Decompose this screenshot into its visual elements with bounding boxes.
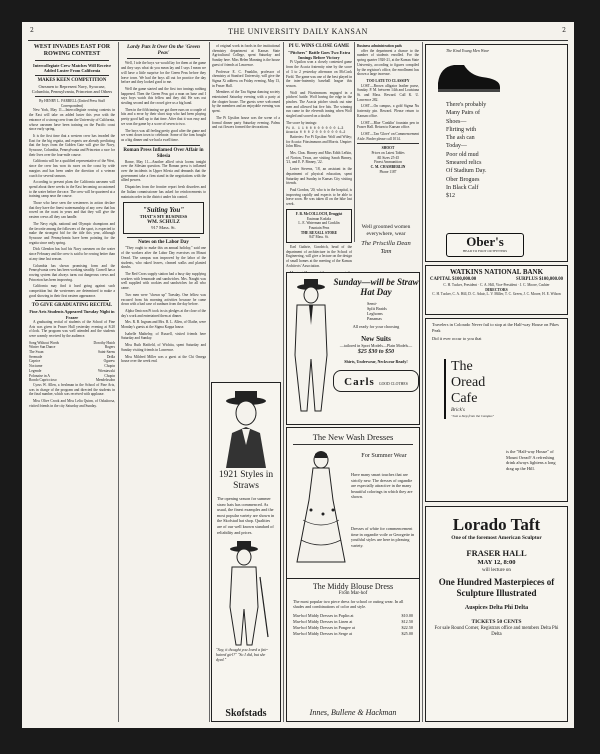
program-piece: Polonaise in A xyxy=(29,373,50,378)
middy-price: $22.50 xyxy=(401,624,413,630)
shoe-line: The ash can xyxy=(446,135,475,142)
middy-item: Mar-hof Middy Dresses in Linen at xyxy=(293,618,353,624)
oread-logo-line: The xyxy=(451,359,473,374)
score-label: The score by innings: xyxy=(286,120,318,125)
bank-capital-row xyxy=(428,276,565,283)
shoe-line: Smeared relics xyxy=(446,160,482,167)
column-2 xyxy=(121,44,206,724)
program-performer: Chopin xyxy=(104,373,115,378)
classified-ad: LOST—Blue 'Conklin' fountain pen in Fraser Hall. Return to Kansan office. xyxy=(357,120,419,130)
middy-price-list xyxy=(293,613,413,637)
classified-ad: LOST—Tan 'Glove' on Commencement Aisle. Finder please call 1014. xyxy=(357,131,419,141)
taft-subtitle: One of the foremost American Sculptor xyxy=(451,535,542,541)
carls-logo-sub: GOOD CLOTHES xyxy=(378,382,408,386)
taft-lecture-label: will lecture on xyxy=(482,568,511,573)
man-in-suit-illustration xyxy=(289,277,333,417)
tam-ad-title: Well groomed women everywhere, wear xyxy=(361,224,411,237)
article-paragraph: California will be a qualified representative of the West, since the crew has won its races on the coast by wide margins and has been under the direction of a veteran coach for several seasons. xyxy=(29,159,115,178)
subhead-pi-u: "Pitchers" Battle Goes Two Extra Innings Before Victory xyxy=(287,50,351,61)
pharmacy-line: THE REXALL STORE xyxy=(300,230,338,235)
man-with-cane-illustration xyxy=(212,537,280,647)
watkins-bank-ad xyxy=(425,265,568,315)
program-piece: Caprice xyxy=(29,359,41,364)
article-paragraph: Well, I tole the boys we would lay for them at the game and they says what do you mean lay and I says I mean we will have a little surprise for the Green Peas before they leave town. We had the boys all out for practice the day before and they looked good to me. xyxy=(121,61,206,85)
article-paragraph: New York, May 11—Intercollegiate rowing contests in the East will take on added luster this year with the entrance of a strong crew from the University of California, whose oarsmen have been training on the Pacific coast since early spring. xyxy=(29,108,115,132)
program-performer: Ogarew xyxy=(103,359,115,364)
woman-in-dress-illustration xyxy=(293,450,349,570)
shoe-line: Poor old mud xyxy=(446,151,479,158)
article-paragraph: Those who have seen the westerners in action declare that they have the finest watermanship of any crew that has rowed on the coast in years and that they will give the eastern crews all they can handle. xyxy=(29,201,115,220)
wash-dresses-ad xyxy=(286,427,420,722)
travel-text: Travelers in Colorado Never fail to stop at the Half-way House on Pikes Peak xyxy=(432,322,559,333)
line-score-2: Acacia 0 0 0 2 0 0 0 0 0 0 0—2 xyxy=(286,130,346,135)
article-paragraph: A graduating recital of students of the School of Fine Arts was given in Fraser Hall yesterday evening at 8:20 o'clock. The program was well attended and the students were warmly received by the audience. xyxy=(29,319,115,338)
masthead-rule xyxy=(28,40,568,41)
schulz-ad xyxy=(123,202,204,234)
page-number-right: 2 xyxy=(562,27,566,34)
pharmacy-line: L. E. Waterman and Conklin xyxy=(298,221,340,226)
shoe-caption: The Kind Young Men Wear xyxy=(446,48,490,53)
program-piece: Legende xyxy=(29,368,42,373)
shoot-line: C. M. CHAMBERLIN xyxy=(370,165,406,170)
subhead-recital: Fine Arts Students Appeared Tuesday Night in Frazer xyxy=(29,309,115,320)
headline-business: Business administration pads xyxy=(357,44,402,48)
article-paragraph: The Navy eight, national and Olympic champions and the favorite among the followers of the sport, is expected to make the strongest bid for the title this year, although Syracuse and Pennsylvania have been pointing for the regatta since early spring. xyxy=(29,221,115,245)
obers-logo xyxy=(446,233,524,257)
schulz-ad-address: 917 Mass. St. xyxy=(151,224,176,230)
program-performer: Saint-Saens xyxy=(98,350,115,355)
middy-price-row xyxy=(293,631,413,637)
program-piece: The Swan xyxy=(29,350,44,355)
bank-directors-label: DIRECTORS xyxy=(485,287,508,292)
program-piece: Serenade xyxy=(29,354,43,359)
article-paragraph: Isabelle Mathelny, of Russell, visited friends here Saturday and Sunday. xyxy=(121,331,206,341)
shoe-line: Of Stadium Day. xyxy=(446,168,487,175)
oread-cafe-logo xyxy=(444,359,504,419)
straw-hat-ready: All ready for your choosing xyxy=(352,324,400,329)
wash-dresses-title: The New Wash Dresses xyxy=(312,432,394,442)
article-paragraph: Pi Upsilon won a closely contested game from the Acacia fraternity nine by the score of 3 to 2 yesterday afternoon on McCook Field. The game was one of the best played in the inter-fraternity baseball league this season. xyxy=(286,60,353,88)
tam-ad-name: The Priscilla Dean Tam xyxy=(361,240,411,255)
article-paragraph: Two men were "shown up" Tuesday. One fellow was excused from his morning activities because he came down with a bad case of sunburn from the day before. xyxy=(121,292,206,307)
halfway-house-text: is the "Half-way House" of Mount Oread? A refreshing drink always lightens a long drag up the Hill. xyxy=(506,449,556,471)
bank-capital: CAPITAL $100,000.00 xyxy=(430,277,477,282)
shoe-line: Shoes— xyxy=(446,118,467,125)
cartoon-caption: "Say, it thought you loved a fair-haired girl?" "So I did, but she dyed." xyxy=(216,647,269,663)
taft-topic-2: Sculpture Illustrated xyxy=(456,588,537,598)
pharmacy-line: Fountain Pens xyxy=(308,225,330,230)
headline-labor-day: Notes on the Labor Day xyxy=(138,240,189,246)
shoe-ad-copy xyxy=(446,101,486,201)
column-5-top xyxy=(357,44,419,219)
program-performer: Mendelssohn xyxy=(95,378,115,383)
shoe-line: Many Pairs of xyxy=(446,110,480,117)
column-divider xyxy=(422,42,423,722)
article-paragraph: Then in the fifth inning we got three runs on a couple of hits and a error by their short stop who had been playing pretty good ball up to that time. After that it was easy and we won the game by a score of seven to two. xyxy=(121,107,206,126)
article-paragraph: Well the game started and the first two innings nothing happened. Then the Green Peas got a man on base and I says boys watch this fellow and they did. He was out stealing second and the crowd give us a big hand. xyxy=(121,86,206,106)
priscilla-tam-ad xyxy=(355,222,417,270)
article-paragraph: "They ought to make this an annual holiday," said one of the workers after the Labor Day exercises on Mount Oread. The campus was improved by the labor of the students, who raked leaves, cleaned walks and planted shrubs. xyxy=(121,246,206,270)
taft-sale-info: For sale Round Corner, Registrars office and members Delta Phi Delta xyxy=(434,626,559,637)
innes-signature: Innes, Bullene & Hackman xyxy=(309,708,397,717)
article-paragraph: Paul Gordon, '20, who is in the hospital, is improving rapidly and expects to be able to leave soon. He was taken ill on the hike last week. xyxy=(286,187,352,207)
page-number-left: 2 xyxy=(30,27,34,34)
program-performer: Rogers xyxy=(104,345,115,350)
oread-logo-line: Cafe xyxy=(451,391,478,406)
article-paragraph: Earl Guthrie, Goodrich, head of the department of architecture in the School of Engineering, will give a lecture on the design of small homes at the meeting of the Kansas Architects' Association. xyxy=(286,245,352,268)
program-performer: Wieniawski xyxy=(97,368,115,373)
new-suits-tail: Shirts, Underwear, Neckwear Ready! xyxy=(344,359,408,364)
taft-date: MAY 12, 8:00 xyxy=(477,559,516,566)
taft-venue: FRASER HALL xyxy=(466,548,527,558)
column-divider xyxy=(283,42,284,722)
straw-hat-day: Sunday—will be Straw Hat Day xyxy=(333,277,419,297)
article-paragraph: offer the department a chance to the number of students enrolled. For the spring quarter 1920-21, at the Kansas State University, according to figures compiled by the registrar's office, the enrollment has shown a large increase. xyxy=(357,48,419,77)
lorado-taft-ad xyxy=(425,506,568,722)
column-divider xyxy=(354,42,355,242)
article-paragraph: Miss Ruth Hatfield, of Wichita, spent Saturday and Sunday visiting friends in Lawrence. xyxy=(121,343,206,352)
article-paragraph: According to present plans the California oarsmen will spend about three weeks in the East becoming accustomed to the water before the race. The crew will be quartered at a training camp near the course. xyxy=(29,180,115,199)
middy-price: $25.00 xyxy=(401,630,413,636)
straw-hat-type: Panamas xyxy=(367,316,382,321)
carls-logo xyxy=(333,370,419,392)
masthead: THE UNIVERSITY DAILY KANSAN xyxy=(228,27,368,36)
subhead-rowing: Intercollegiate Crew Matches Will Receive Added Luster From California xyxy=(33,63,111,74)
wash-dresses-text-2: Dresses of white for commencement time in organdie voile or Georgette in youthful styles are here in pleasing variety. xyxy=(351,526,415,548)
article-paragraph: Miss Olive Crook and Miss Lelia Quinn, of Oskaloosa, visited friends in the city Saturday and Sunday. xyxy=(29,399,115,408)
straw-ad-text: The opening season for summer straw hats has commenced. As usual, the finest examples and the most popular variety are shown in the Skofstad hat shop. Qualities are of our well known standard of reliability and prices. xyxy=(217,496,275,535)
article-paragraph: Batteries: For Pi Upsilon: Wolf and Wiley; for Acacia: Fitzsimmons and Morris. Umpire: John Bliss. xyxy=(286,134,352,149)
carls-ad-content xyxy=(333,277,419,392)
headline-rowing: WEST INVADES EAST FOR ROWING CONTEST xyxy=(33,44,111,57)
subhead-competition: Oarsmen to Represent Navy, Syracuse, Columbia, Pennsylvania, Princeton and Others xyxy=(31,83,113,94)
program-piece: Winter Sun Dance xyxy=(29,345,56,350)
brick-name: Brick's xyxy=(451,408,465,413)
oread-logo-line: Oread xyxy=(451,375,486,390)
middy-item: Mar-hof Middy Dresses in Pongee at xyxy=(293,624,355,630)
program-piece: Rondo Capriccioso xyxy=(29,378,57,383)
bank-surplus: SURPLUS $100,000.00 xyxy=(515,277,563,282)
wash-dresses-text-1: Have many smart touches that are strictly new. The dresses of organdie are especially attractive in the many beautiful colorings in which they are shown. xyxy=(351,472,413,500)
straw-hat-type: Leghorns xyxy=(367,311,383,316)
bank-directors: C. H. Tucker, C. A. Hill, D. C. Adair, L. V. Miller, T. C. Green, J. C. Moore, H. E. Wilson xyxy=(432,292,561,297)
program-performer: Dorothy Hatch xyxy=(93,340,115,345)
middy-title: The Middy Blouse Dress xyxy=(312,582,394,591)
column-1 xyxy=(29,44,115,724)
pharmacy-line: Eastman Kodaks xyxy=(306,216,332,221)
article-paragraph: Professor E. C. Franklin, professor of chemistry at Stanford University, will give the Sigma Xi address on Friday evening, May 13, in Fraser Hall. xyxy=(212,69,280,88)
straw-hat-type: Semi- xyxy=(367,301,378,306)
obers-logo-text: Ober's xyxy=(466,234,504,249)
shoot-line: Phone 1187 xyxy=(379,169,397,174)
article-paragraph: Rome, May 11—Another allied crisis looms tonight over the Silesian question. The Roman press is inflamed over the incidents in Upper Silesia and demands that the government take a firm stand in the negotiations with the allied powers. xyxy=(121,159,206,183)
pharmacy-line: 847 Mass. St. xyxy=(309,235,329,240)
headline-pi-u: PI U. WINS CLOSE GAME xyxy=(288,44,350,49)
newspaper-page xyxy=(22,22,574,728)
man-in-hat-illustration xyxy=(212,383,280,468)
article-paragraph: The Pi Upsilon house was the scene of a formal dinner party Saturday evening. Palms and cut flowers formed the decorations. xyxy=(212,115,280,130)
obers-logo-sub: HEAD TO FOOT OUTFITTERS xyxy=(462,249,508,253)
middy-price: $10.00 xyxy=(401,612,413,618)
carls-logo-text: Carls xyxy=(344,376,375,388)
taft-name: Lorado Taft xyxy=(452,515,541,534)
program-performer: Chopin xyxy=(104,364,115,369)
obers-shoe-ad xyxy=(425,44,568,262)
shoot-line: SHOOT xyxy=(381,146,395,151)
article-paragraph: Members of the Tau Sigma dancing society entertained Saturday evening with a party at the chapter house. The guests were welcomed by the members and an enjoyable evening was spent. xyxy=(212,90,280,114)
schulz-ad-line: THAT'S MY BUSINESS xyxy=(139,214,188,220)
column-4-top xyxy=(286,44,352,282)
new-suits-sub: —tailored in Sport Models—Plain Models— xyxy=(339,343,413,348)
shoe-line: In Black Calf xyxy=(446,184,479,191)
new-suits-price: $25 $30 to $50 xyxy=(357,349,395,355)
straw-hat-type: Split Braids xyxy=(367,306,387,311)
article-paragraph: The boys was all feeling pretty good after the game and we went down town to celebrate. Some of the fans bought us a big dinner and we had a swell time. xyxy=(121,128,206,142)
column-3-top xyxy=(212,44,280,234)
pharmacy-name: F. B. McCOLLOCH, Druggist xyxy=(295,211,343,216)
shoot-ad xyxy=(357,143,419,174)
middy-item: Mar-hof Middy Dresses in Serge at xyxy=(293,630,353,636)
program-piece: Song Without Words xyxy=(29,340,59,345)
program-piece: Nocturne xyxy=(29,364,43,369)
recital-program xyxy=(29,341,115,383)
article-paragraph: Dick Glendon has had his Navy oarsmen on the water since February and the crew is said to be rowing better than at any time last season. xyxy=(29,247,115,261)
shoot-line: All Sizes 25-45 xyxy=(376,155,400,160)
classified-ad: LOST—On campus, a gold Sigma Nu fraternity pin. Reward. Please return to Kansan office. xyxy=(357,104,419,118)
article-paragraph: Columbia has shown promising form and the Pennsylvania crew has been working steadily. Cornell has a rowing system that always turns out dangerous crews and Princeton has been improving. xyxy=(29,263,115,282)
shoe-line: Flirting with xyxy=(446,126,477,133)
classified-ad: LOST—Brown alligator leather purse, Sunday. P. M. between 14th and Louisiana St. and Mass. Reward. Call K. U. Lawrence 282. xyxy=(357,83,419,102)
headline-competition: MAKES KEEN COMPETITION xyxy=(37,78,107,84)
shoe-line: Ober Brogues xyxy=(446,176,480,183)
article-paragraph: It is the first time that a western crew has invaded the East for the big regatta, and experts are already predicting that the boys from the Golden Gate will give the Navy, Syracuse, Columbia, Pennsylvania and Princeton a race for their lives over the four-mile course. xyxy=(29,133,115,157)
taft-auspices: Auspices Delta Phi Delta xyxy=(464,605,529,611)
shoe-illustration xyxy=(434,59,504,95)
middy-text: The most popular two piece dress for school or outing wear. In all shades and combinations of color and style. xyxy=(293,599,404,610)
article-paragraph: of original work in foods in the institutional chemistry department at Kansas State Agricultural College, spent Saturday and Sunday here. Miss Helen Manning is the house guest of friends at Lawrence. xyxy=(212,44,280,67)
shoe-line: Today— xyxy=(446,143,467,150)
carls-straw-hat-ad xyxy=(286,272,420,425)
line-score-1: Pi U. 1 1 0 0 0 0 0 0 0 0 1—3 xyxy=(286,125,344,130)
oread-cafe-ad xyxy=(425,318,568,502)
travel-text-2: Did it ever occur to you that xyxy=(432,336,482,342)
shoot-line: Prices on Latest Tables xyxy=(371,151,405,156)
wash-dresses-sub: For Summer Wear xyxy=(361,452,407,459)
column-divider xyxy=(118,42,119,722)
middy-item: Mar-hof Middy Dresses in Poplin at xyxy=(293,612,354,618)
headline-roman-press: Roman Press Inflamed Over Affair in Silesia xyxy=(123,147,204,159)
taft-topic: One Hundred Masterpieces of xyxy=(438,577,555,587)
article-paragraph: The Red Cross supply station had a busy day supplying workers with lemonade and sandwiches. Mrs. Naught was well supplied with cookies and sandwiches for all who came. xyxy=(121,272,206,291)
straw-hat-types xyxy=(333,301,419,321)
article-paragraph: Mrs. Chas. Binney and Miss Edith Lefkin, of Norton, Texas, are visiting Sarah Binney, '21, and E. P. Binney, '22. xyxy=(286,151,352,165)
article-paragraph: Alpha Omicron Pi took in six pledges at the close of the day's work and entertained them at dinner. xyxy=(121,308,206,318)
article-paragraph: Cyrus W. Allen, a freshman in the School of Fine Arts, was in charge of the program and directed the students in the final number, which was received with applause. xyxy=(29,382,115,397)
brick-slogan: "Just a Step from the Campus" xyxy=(451,414,494,418)
byline: By HENRY L. FARRELL (United Press Staff Correspondent) xyxy=(39,99,105,108)
straw-ad-title: 1921 Styles in Straws xyxy=(218,470,274,491)
article-paragraph: Mrs. R. B. Ingram and Mrs. R. L. Allen, of Olathe, were Monday's guests at the Sigma Kappa house. xyxy=(121,320,206,330)
middy-sub: From Mar-hof xyxy=(338,591,368,596)
taft-tickets: TICKETS 50 CENTS xyxy=(471,619,522,625)
shoe-line: There's probably xyxy=(446,102,487,108)
article-paragraph: California may find it hard going against such competition but the westerners are determined to make a good showing in their first eastern appearance. xyxy=(29,284,115,298)
mccolloch-ad xyxy=(286,209,352,243)
skofstad-straw-hat-ad xyxy=(211,382,281,722)
classified-heading: TOO LATE TO CLASSIFY xyxy=(366,78,410,83)
middy-section xyxy=(287,578,419,640)
article-paragraph: Dispatches from the frontier report fresh disorders and the Italian commissioner has asked for reinforcements to maintain order in the district under his control. xyxy=(121,185,206,199)
middy-price: $12.50 xyxy=(401,618,413,624)
shoot-line: Finest Ammunition xyxy=(374,160,402,165)
headline-lardy: Lardy Pats It Over On the 'Green Peas' xyxy=(127,44,200,57)
schulz-ad-title: "Suiting You" xyxy=(142,206,185,215)
column-divider xyxy=(209,42,210,722)
new-suits-title: New Suits xyxy=(361,335,391,343)
bank-name: WATKINS NATIONAL BANK xyxy=(449,268,544,276)
bank-officers: C. H. Tucker, President · C. A. Hill, Vice-President · J. C. Moore, Cashier xyxy=(443,283,550,287)
program-performer: Drdla xyxy=(106,354,115,359)
article-paragraph: Miss Mildred Miller was a guest at the Chi Omega house over the week end. xyxy=(121,354,206,364)
article-paragraph: Wolf and Fitzsimmons engaged in a pitchers' battle. Wolf having the edge in the pinches. The Acacia pitcher struck out nine men and allowed but five hits. The winning run came in the eleventh inning when Wolf singled and scored on a double. xyxy=(286,90,352,119)
article-paragraph: Lester Stevens, '18, an assistant in the department of physical education, spent Saturday and Sunday in Kansas City visiting friends. xyxy=(286,167,352,186)
schulz-ad-name: WM. SCHULZ xyxy=(147,219,180,225)
skofstad-logo: Skofstads xyxy=(225,708,267,719)
shoe-line: $12 xyxy=(446,193,455,200)
headline-recital: TO GIVE GRADUATING RECITAL xyxy=(31,303,113,309)
